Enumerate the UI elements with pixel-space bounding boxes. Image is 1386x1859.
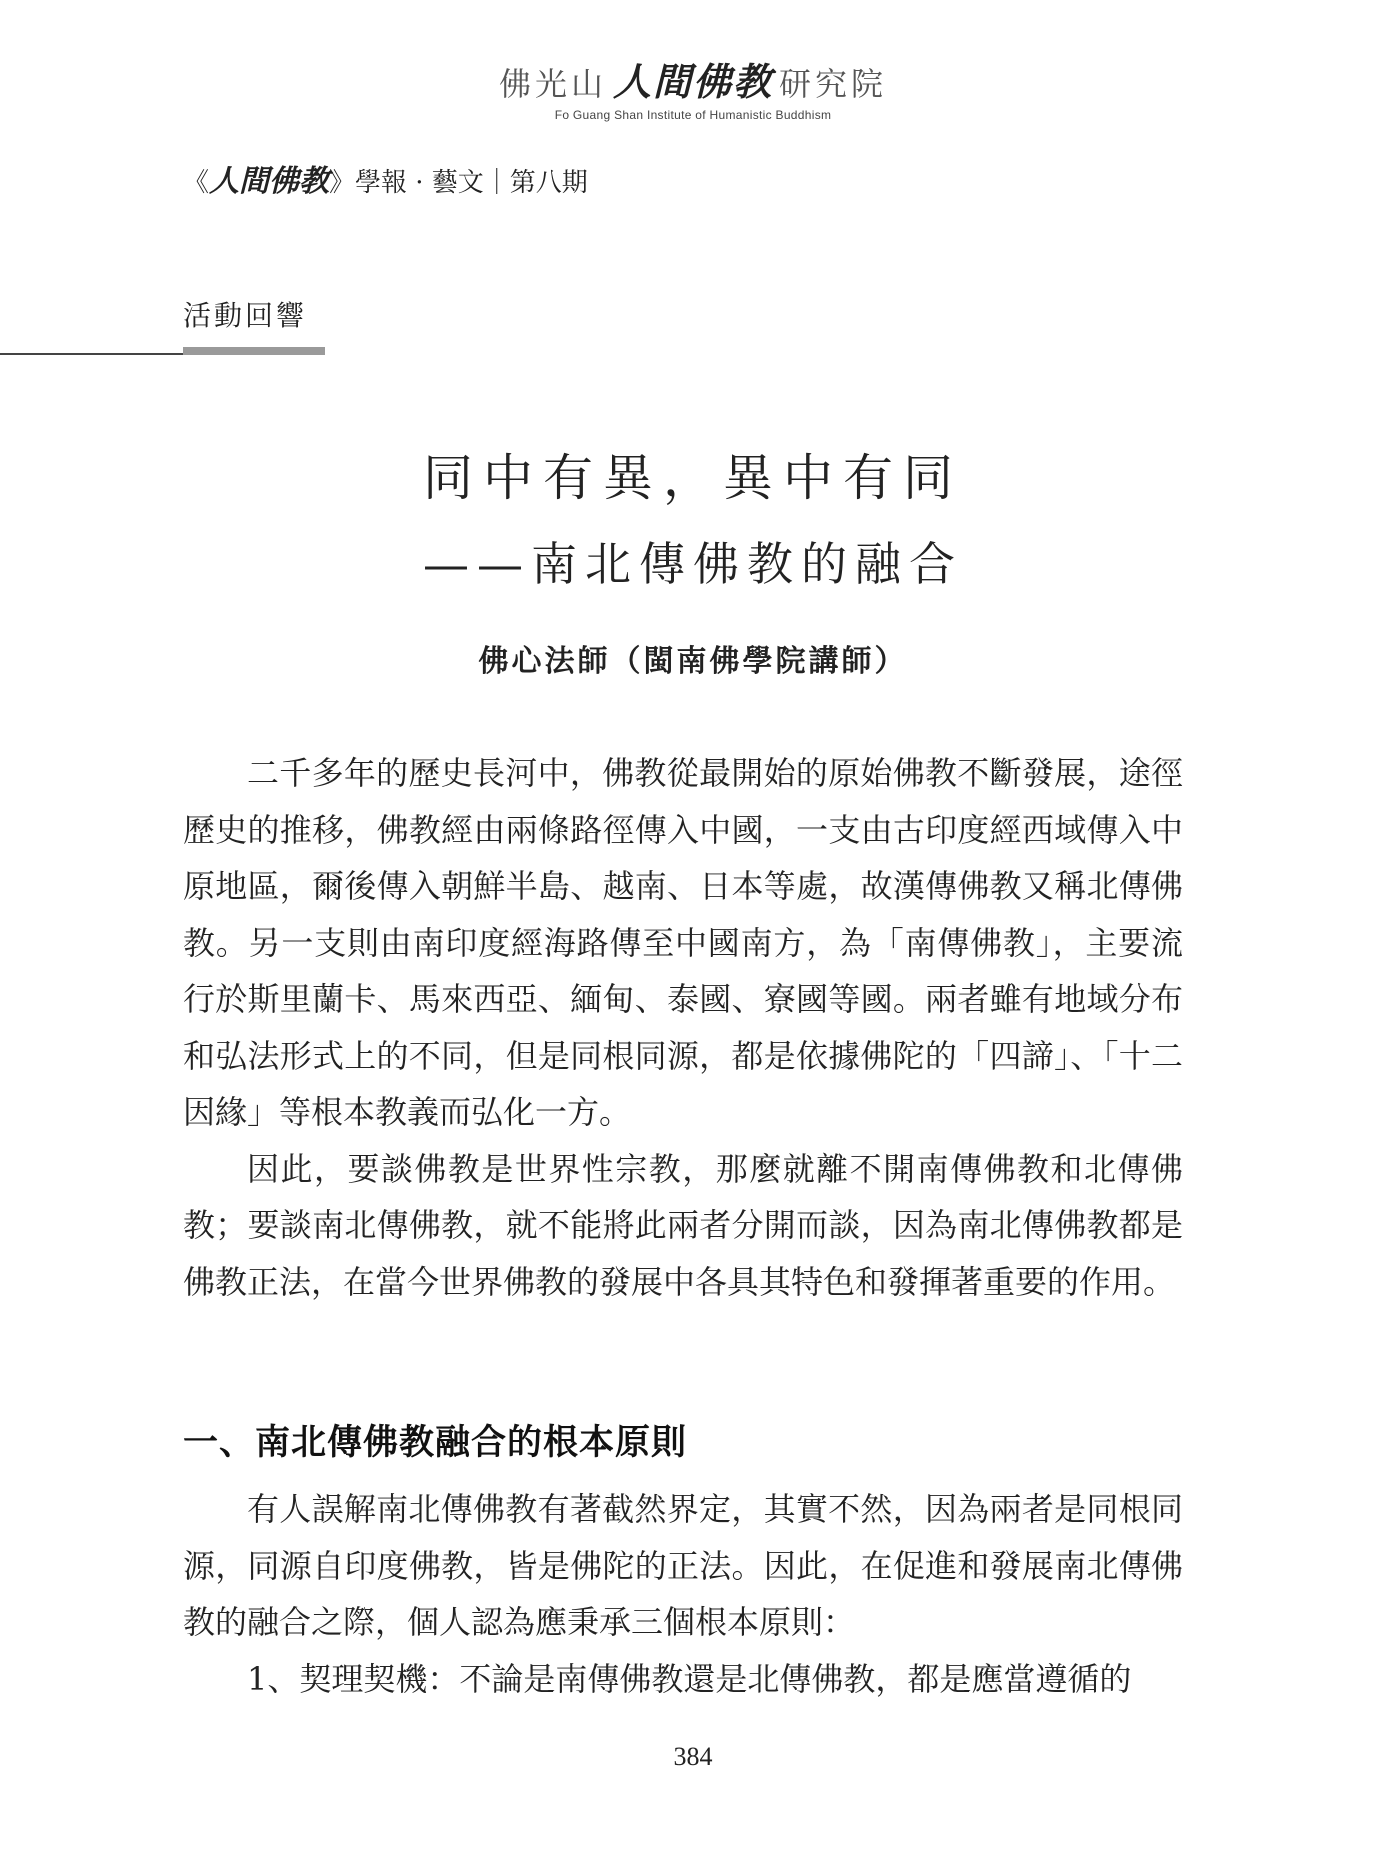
article-subtitle: ——南北傳佛教的融合 (423, 537, 963, 591)
institute-brand: 人間佛教 (612, 60, 773, 104)
journal-open-bracket: 《 (183, 168, 210, 198)
article-title: 同中有異，異中有同 (423, 449, 963, 507)
intro-body (183, 745, 1183, 1310)
journal-issue: 》學報 · 藝文｜第八期 (329, 168, 588, 198)
institute-english-name: Fo Guang Shan Institute of Humanistic Buddhism (554, 108, 832, 122)
section-body (183, 1481, 1183, 1707)
institute-suffix: 研究院 (779, 65, 888, 103)
section-heading: 一、南北傳佛教融合的根本原則 (183, 1422, 688, 1463)
institute-logo (0, 62, 1386, 122)
paragraph: 有人誤解南北傳佛教有著截然界定，其實不然，因為兩者是同根同源，同源自印度佛教，皆是佛陀的正法。因此，在促進和發展南北傳佛教的融合之際，個人認為應秉承三個根本原則： (183, 1490, 1183, 1641)
section-tag-underbar (183, 347, 325, 355)
journal-running-head (183, 164, 588, 201)
paragraph: 因此，要談佛教是世界性宗教，那麼就離不開南傳佛教和北傳佛教；要談南北傳佛教，就不能將此兩者分開而談，因為南北傳佛教都是佛教正法，在當今世界佛教的發展中各具其特色和發揮著重要的作用。 (183, 1149, 1183, 1301)
institute-name (0, 62, 1386, 104)
paragraph: 1、契理契機：不論是南傳佛教還是北傳佛教，都是應當遵循的 (247, 1659, 1132, 1698)
section-tag: 活動回響 (183, 299, 308, 332)
journal-brand: 人間佛教 (209, 164, 330, 199)
page-number: 384 (673, 1742, 713, 1771)
paragraph: 二千多年的歷史長河中，佛教從最開始的原始佛教不斷發展，途徑歷史的推移，佛教經由兩條路徑傳入中國，一支由古印度經西域傳入中原地區，爾後傳入朝鮮半島、越南、日本等處，故漢傳佛教又稱北傳佛教。另一支則由南印度經海路傳至中國南方，為「南傳佛教」，主要流行於斯里蘭卡、馬來西亞、緬甸、泰國、寮國等國。兩者雖有地域分布和弘法形式上的不同，但是同根同源，都是依據佛陀的「四諦」、「十二因緣」等根本教義而弘化一方。 (183, 754, 1183, 1131)
institute-prefix: 佛光山 (498, 65, 607, 103)
article-author: 佛心法師（閩南佛學院講師） (478, 644, 908, 679)
